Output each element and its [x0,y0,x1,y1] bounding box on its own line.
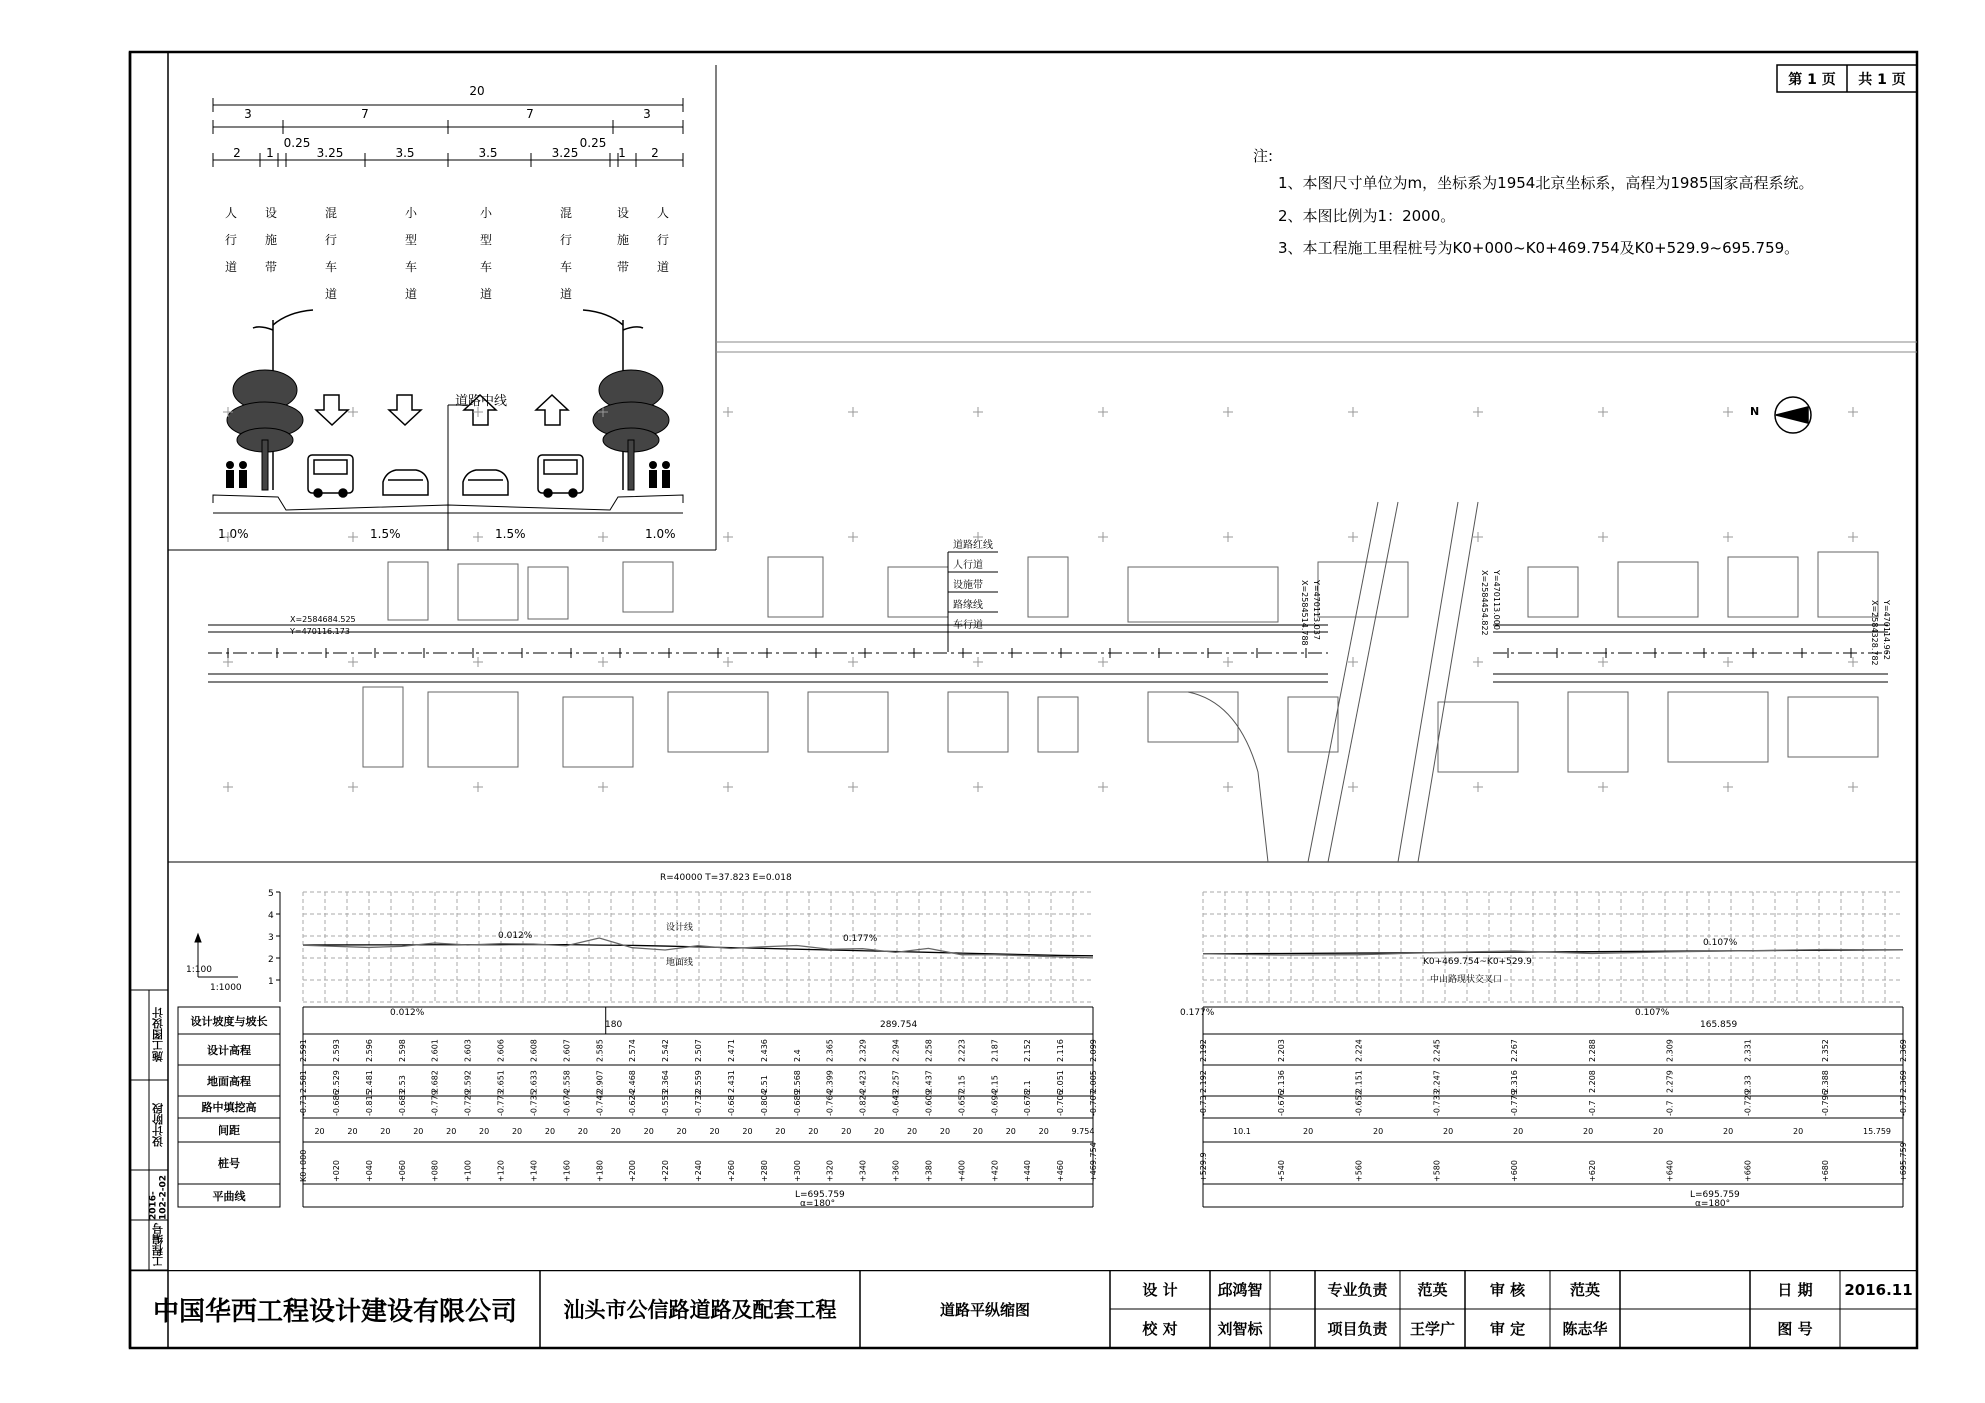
design-elev-cell: 2.192 [1199,1039,1208,1062]
fill-cell: -0.689 [792,1090,802,1116]
interval-cell: 10.1 [1233,1127,1251,1136]
station-cell: +160 [562,1160,572,1182]
fill-cell: -0.732 [694,1090,703,1116]
ground-elev-cell: 2.592 [463,1070,473,1093]
drawing-number-value [1840,1309,1917,1348]
design-label: 设 计 [1142,1281,1178,1299]
note-line-3: 3、本工程施工里程桩号为K0+000~K0+469.754及K0+529.9~695.759。 [1278,239,1800,257]
ground-elev-cell: 2.568 [792,1070,802,1093]
vertical-curve-label: R=40000 T=37.823 E=0.018 [660,873,792,883]
interval-cell: 20 [1373,1127,1384,1136]
north-arrow-icon [1775,397,1811,433]
station-cell: +300 [792,1160,802,1182]
grade-row-length-1: 180 [605,1020,623,1030]
ground-line-left [303,938,1093,958]
row-label-fill: 路中填挖高 [201,1101,257,1114]
ground-elev-cell: 2.559 [694,1070,703,1093]
curve-alpha-right: α=180° [1695,1199,1731,1209]
design-elev-cell: 2.608 [529,1039,539,1062]
row-label-design-elev: 设计高程 [207,1043,251,1057]
fill-cell: -0.674 [562,1090,572,1116]
drawing-number-label: 图 号 [1777,1320,1813,1338]
ground-elev-cell: 2.423 [858,1070,868,1093]
w3-6: 3.25 [551,146,579,160]
station-cell: +360 [891,1160,901,1182]
ground-elev-cell: 2.136 [1276,1070,1286,1093]
row-label-grade: 设计坡度与坡长 [190,1014,268,1028]
page-number: 第 1 页 [1788,71,1836,88]
legend-carriageway: 车行道 [953,620,983,631]
fill-cell: -0.733 [1432,1090,1442,1116]
fill-cell: -0.609 [924,1090,934,1116]
ground-elev-cell: 2.651 [496,1070,506,1093]
note-line-2: 2、本图比例为1：2000。 [1278,207,1456,225]
interval-cell: 20 [1005,1127,1016,1136]
fill-cell: -0.804 [759,1090,769,1116]
project-number-value: 2016-102-2-02 [148,1174,169,1220]
ground-elev-cell: 2.005 [1089,1070,1098,1093]
interval-cell: 20 [874,1127,885,1136]
station-cell: +320 [825,1160,835,1182]
ground-elev-cell: 2.468 [628,1070,638,1093]
ground-elev-cell: 2.151 [1354,1070,1364,1093]
grade-label-2: 0.177% [843,934,878,944]
lane-label-right-facility: 设施带 [617,206,630,274]
lane-label-right-mixed: 混行车道 [560,206,573,301]
ground-elev-cell: 2.279 [1665,1070,1675,1093]
y-tick-label: 3 [268,933,274,943]
interval-cell: 20 [446,1127,457,1136]
ground-elev-cell: 2.1 [1023,1080,1033,1093]
fill-cell: -0.779 [1510,1090,1520,1116]
fill-cell: -0.742 [595,1090,605,1116]
fill-cell: -0.683 [397,1090,407,1116]
curve-length-left: L=695.759 [795,1190,845,1200]
ground-elev-cell: 2.051 [1056,1070,1066,1093]
design-elev-cell: 2.309 [1665,1039,1675,1062]
ground-elev-cell: 2.388 [1821,1070,1831,1093]
design-name: 邱鸿智 [1217,1281,1263,1299]
y-tick-label: 5 [268,889,274,899]
design-elev-cell: 2.329 [858,1039,868,1062]
fill-cell: -0.657 [957,1090,967,1116]
ground-elev-cell: 2.369 [1899,1070,1908,1093]
station-cell: +529.9 [1199,1152,1208,1182]
ground-elev-cell: 2.53 [397,1075,407,1093]
interval-cell: 20 [1038,1127,1049,1136]
scale-horizontal-label: 1:1000 [210,983,242,993]
approve-label: 审 定 [1489,1320,1526,1338]
interval-cell: 20 [577,1127,588,1136]
design-elev-cell: 2.601 [430,1039,440,1062]
interval-cell: 20 [1443,1127,1454,1136]
coord-x-start: X=2584684.525 [290,615,356,624]
interval-cell: 20 [1793,1127,1804,1136]
ground-elev-cell: 2.33 [1743,1075,1753,1093]
design-elev-cell: 2.294 [891,1039,901,1062]
station-cell: +340 [858,1160,868,1182]
project-name: 汕头市公信路道路及配套工程 [563,1298,837,1322]
station-cell: +060 [397,1160,407,1182]
review-label: 审 核 [1489,1281,1526,1299]
station-cell: +580 [1432,1160,1442,1182]
interval-cell: 20 [1583,1127,1594,1136]
w3-7: 0.25 [579,136,607,150]
curve-length-right: L=695.759 [1690,1190,1740,1200]
interval-cell: 20 [775,1127,786,1136]
fill-cell: -0.706 [1056,1090,1066,1116]
w3-2: 0.25 [283,136,311,150]
fill-cell: -0.553 [661,1090,671,1116]
station-cell: +120 [496,1160,506,1182]
station-cell: +280 [759,1160,769,1182]
interval-cell: 9.754 [1071,1127,1095,1136]
grade-label-3: 0.107% [1703,938,1738,948]
interval-cell: 15.759 [1863,1127,1891,1136]
design-elev-cell: 2.596 [364,1039,374,1062]
fill-cell: -0.73 [1899,1095,1908,1116]
interval-cell: 20 [1303,1127,1314,1136]
fill-cell: -0.735 [529,1090,539,1116]
fill-cell: -0.815 [364,1090,374,1116]
ground-elev-cell: 2.15 [990,1075,1000,1093]
coord-x-mid2: X=2584454.822 [1480,570,1489,636]
project-number-label: 工程编号 [151,1223,165,1267]
interval-cell: 20 [742,1127,753,1136]
interval-cell: 20 [906,1127,918,1136]
grade-row-grade-2: 0.177% [1180,1008,1215,1018]
drawing-title: 道路平纵缩图 [939,1300,1030,1319]
station-cell: +240 [694,1160,703,1182]
lane-label-right-walk: 人行道 [657,206,670,274]
interval-cell: 20 [972,1127,983,1136]
fill-cell: -0.707 [1089,1090,1098,1116]
check-name: 刘智标 [1217,1320,1263,1338]
width-left-carriage: 7 [361,107,369,121]
lane-label-left-walk: 人行道 [225,206,238,274]
w3-1: 1 [266,146,274,160]
station-cell: +040 [364,1160,374,1182]
ground-elev-cell: 2.208 [1587,1070,1597,1093]
design-elev-cell: 2.267 [1510,1039,1520,1062]
gap-range-label: K0+469.754~K0+529.9 [1423,957,1532,967]
fill-cell: -0.796 [1821,1090,1831,1116]
interval-cell: 20 [314,1127,325,1136]
ground-elev-cell: 2.682 [430,1070,440,1093]
station-cell: +680 [1821,1160,1831,1182]
lane-label-left-mixed: 混行车道 [325,206,338,301]
ground-elev-cell: 2.399 [825,1070,835,1093]
design-elev-cell: 2.436 [759,1039,769,1062]
design-elev-cell: 2.116 [1056,1039,1066,1062]
coord-x-mid: X=2584514.788 [1300,580,1309,646]
lane-label-left-facility: 设施带 [265,206,278,274]
approve-name: 陈志华 [1562,1320,1608,1338]
grade-label-1: 0.012% [498,931,533,941]
coord-y-end: Y=470114.962 [1882,600,1891,660]
fill-cell: -0.7 [1665,1100,1675,1116]
fill-cell: -0.73 [1199,1095,1208,1116]
design-stage-value: 施工图设计 [151,1007,165,1063]
y-tick-label: 1 [268,977,274,987]
ground-elev-cell: 2.364 [661,1070,671,1093]
width-left-walk-zone: 3 [244,107,252,121]
design-stage-label: 设计阶段 [151,1103,165,1147]
fill-cell: -0.764 [825,1090,835,1116]
legend-facility: 设施带 [953,580,983,591]
design-elev-cell: 2.585 [595,1039,605,1062]
station-cell: +640 [1665,1160,1675,1182]
interval-cell: 20 [413,1127,424,1136]
design-elev-cell: 2.099 [1089,1039,1098,1062]
fill-cell: -0.624 [628,1090,638,1116]
interval-cell: 20 [676,1127,687,1136]
design-elev-cell: 2.245 [1432,1039,1442,1062]
station-cell: +020 [331,1160,341,1182]
station-cell: +440 [1023,1160,1033,1182]
design-line-label: 设计线 [666,923,694,933]
coord-y-start: Y=470116.173 [290,627,350,636]
ground-elev-cell: 2.558 [562,1070,572,1093]
ground-elev-cell: 2.907 [595,1070,605,1093]
interval-cell: 20 [544,1127,556,1136]
y-tick-label: 2 [268,955,274,965]
ground-elev-cell: 2.192 [1199,1070,1208,1093]
interval-cell: 20 [1723,1127,1734,1136]
design-elev-cell: 2.606 [496,1039,506,1062]
major-label: 专业负责 [1327,1281,1388,1299]
interval-cell: 20 [709,1127,720,1136]
coord-y-mid2: Y=470113.000 [1492,570,1501,630]
w3-4: 3.5 [395,146,415,160]
w3-9: 2 [651,146,659,160]
w3-0: 2 [233,146,241,160]
ground-elev-cell: 2.316 [1510,1070,1520,1093]
fill-cell: -0.773 [496,1090,506,1116]
station-cell: +260 [726,1160,736,1182]
interval-cell: 20 [939,1127,951,1136]
row-label-interval: 间距 [218,1124,240,1137]
check-label: 校 对 [1142,1320,1178,1338]
interval-cell: 20 [511,1127,523,1136]
fill-cell: -0.643 [891,1090,901,1116]
design-elev-cell: 2.187 [990,1039,1000,1062]
design-elev-cell: 2.352 [1821,1039,1831,1062]
ground-elev-cell: 2.51 [759,1075,769,1093]
page-total: 共 1 页 [1858,71,1906,88]
station-cell: +540 [1276,1160,1286,1182]
intersection-label: 中山路现状交叉口 [1430,975,1503,985]
design-elev-cell: 2.603 [463,1039,473,1062]
date-value: 2016.11 [1844,1280,1913,1299]
curve-alpha-left: α=180° [800,1199,836,1209]
lane-label-left-small: 小型车道 [405,206,418,301]
interval-cell: 20 [380,1127,391,1136]
station-cell: +660 [1743,1160,1753,1182]
date-label: 日 期 [1777,1281,1813,1299]
station-cell: +180 [595,1160,605,1182]
ground-elev-cell: 2.581 [299,1070,308,1093]
ground-elev-cell: 2.481 [364,1070,374,1093]
design-elev-cell: 2.224 [1354,1039,1364,1062]
interval-cell: 20 [479,1127,490,1136]
design-elev-cell: 2.258 [924,1039,934,1062]
row-label-station: 桩号 [218,1157,240,1170]
fill-cell: -0.652 [1354,1090,1364,1116]
fill-cell: -0.824 [858,1090,868,1116]
fill-cell: -0.779 [430,1090,440,1116]
w3-5: 3.5 [478,146,498,160]
legend-red-line: 道路红线 [953,540,993,551]
fill-cell: -0.729 [463,1090,473,1116]
interval-cell: 20 [610,1127,621,1136]
centerline-label: 道路中线 [455,394,508,409]
design-elev-cell: 2.369 [1899,1039,1908,1062]
station-cell: +080 [430,1160,440,1182]
station-cell: +620 [1587,1160,1597,1182]
ground-elev-cell: 2.437 [924,1070,934,1093]
grade-row-length-2: 289.754 [880,1020,918,1030]
station-cell: +380 [924,1160,934,1182]
station-cell: +420 [990,1160,1000,1182]
fill-cell: -0.729 [1743,1090,1753,1116]
station-cell: +600 [1510,1160,1520,1182]
slope-left-walk-label: 1.0% [218,527,249,541]
fill-cell: -0.7 [1587,1100,1597,1116]
station-cell: +400 [957,1160,967,1182]
plan-view-map [168,352,1917,862]
w3-8: 1 [618,146,626,160]
legend-curb: 路缘线 [953,600,983,611]
design-elev-cell: 2.507 [694,1039,703,1062]
fill-cell: -0.68 [726,1095,736,1116]
design-elev-cell: 2.365 [825,1039,835,1062]
ground-line-right [1203,949,1903,955]
width-right-carriage: 7 [526,107,534,121]
interval-cell: 20 [808,1127,819,1136]
major-name: 范英 [1417,1281,1448,1299]
fill-cell: -0.694 [990,1090,1000,1116]
coord-x-end: X=2584328.782 [1870,600,1879,666]
station-cell: +200 [628,1160,638,1182]
design-elev-cell: 2.598 [397,1039,407,1062]
design-elev-cell: 2.593 [331,1039,341,1062]
design-elev-cell: 2.471 [726,1039,736,1062]
row-label-curve: 平曲线 [212,1189,246,1203]
grade-row-grade-1: 0.012% [390,1008,425,1018]
pm-name: 王学广 [1409,1320,1455,1338]
slope-right-carriage-label: 1.5% [495,527,526,541]
ground-line-label: 地面线 [666,958,694,968]
fill-cell: -0.73 [299,1095,308,1116]
design-elev-cell: 2.591 [299,1039,308,1062]
design-elev-cell: 2.542 [661,1039,671,1062]
fill-cell: -0.678 [1023,1090,1033,1116]
design-elev-cell: 2.574 [628,1039,638,1062]
total-width-label: 20 [469,84,485,98]
fill-cell: -0.686 [331,1090,341,1116]
profile-drawing [168,862,1917,1262]
station-cell: +460 [1056,1160,1066,1182]
station-cell: +560 [1354,1160,1364,1182]
legend-sidewalk: 人行道 [953,560,983,571]
design-elev-cell: 2.223 [957,1039,967,1062]
note-line-1: 1、本图尺寸单位为m，坐标系为1954北京坐标系，高程为1985国家高程系统。 [1278,174,1814,192]
station-cell: K0+000 [299,1149,308,1182]
interval-cell: 20 [1653,1127,1664,1136]
design-elev-cell: 2.607 [562,1039,572,1062]
coord-y-mid: Y=470113.037 [1312,580,1321,640]
station-cell: +469.754 [1089,1142,1098,1182]
station-cell: +220 [661,1160,671,1182]
ground-elev-cell: 2.431 [726,1070,736,1093]
ground-elev-cell: 2.247 [1432,1070,1442,1093]
station-cell: +695.759 [1899,1142,1908,1182]
design-elev-cell: 2.152 [1023,1039,1033,1062]
grade-row-length-3: 165.859 [1700,1020,1738,1030]
station-cell: +140 [529,1160,539,1182]
company-name: 中国华西工程设计建设有限公司 [152,1296,517,1327]
fill-cell: -0.676 [1276,1090,1286,1116]
interval-cell: 20 [347,1127,358,1136]
north-label: N [1750,405,1760,418]
review-name: 范英 [1569,1281,1600,1299]
w3-3: 3.25 [316,146,344,160]
ground-elev-cell: 2.257 [891,1070,901,1093]
width-right-walk-zone: 3 [643,107,651,121]
notes-heading: 注: [1253,147,1274,165]
y-tick-label: 4 [268,911,274,921]
interval-cell: 20 [1513,1127,1524,1136]
slope-right-walk-label: 1.0% [645,527,676,541]
design-elev-cell: 2.203 [1276,1039,1286,1062]
design-elev-cell: 2.331 [1743,1039,1753,1062]
slope-left-carriage-label: 1.5% [370,527,401,541]
design-elev-cell: 2.4 [792,1049,802,1062]
interval-cell: 20 [841,1127,852,1136]
row-label-ground-elev: 地面高程 [207,1074,251,1088]
grade-row-grade-3: 0.107% [1635,1008,1670,1018]
lane-label-right-small: 小型车道 [480,206,493,301]
buildings [363,552,1878,772]
ground-elev-cell: 2.633 [529,1070,539,1093]
scale-vertical-label: 1:100 [186,965,212,975]
design-elev-cell: 2.288 [1587,1039,1597,1062]
ground-elev-cell: 2.529 [331,1070,341,1093]
pm-label: 项目负责 [1327,1320,1388,1338]
ground-elev-cell: 2.15 [957,1075,967,1093]
station-cell: +100 [463,1160,473,1182]
interval-cell: 20 [643,1127,654,1136]
